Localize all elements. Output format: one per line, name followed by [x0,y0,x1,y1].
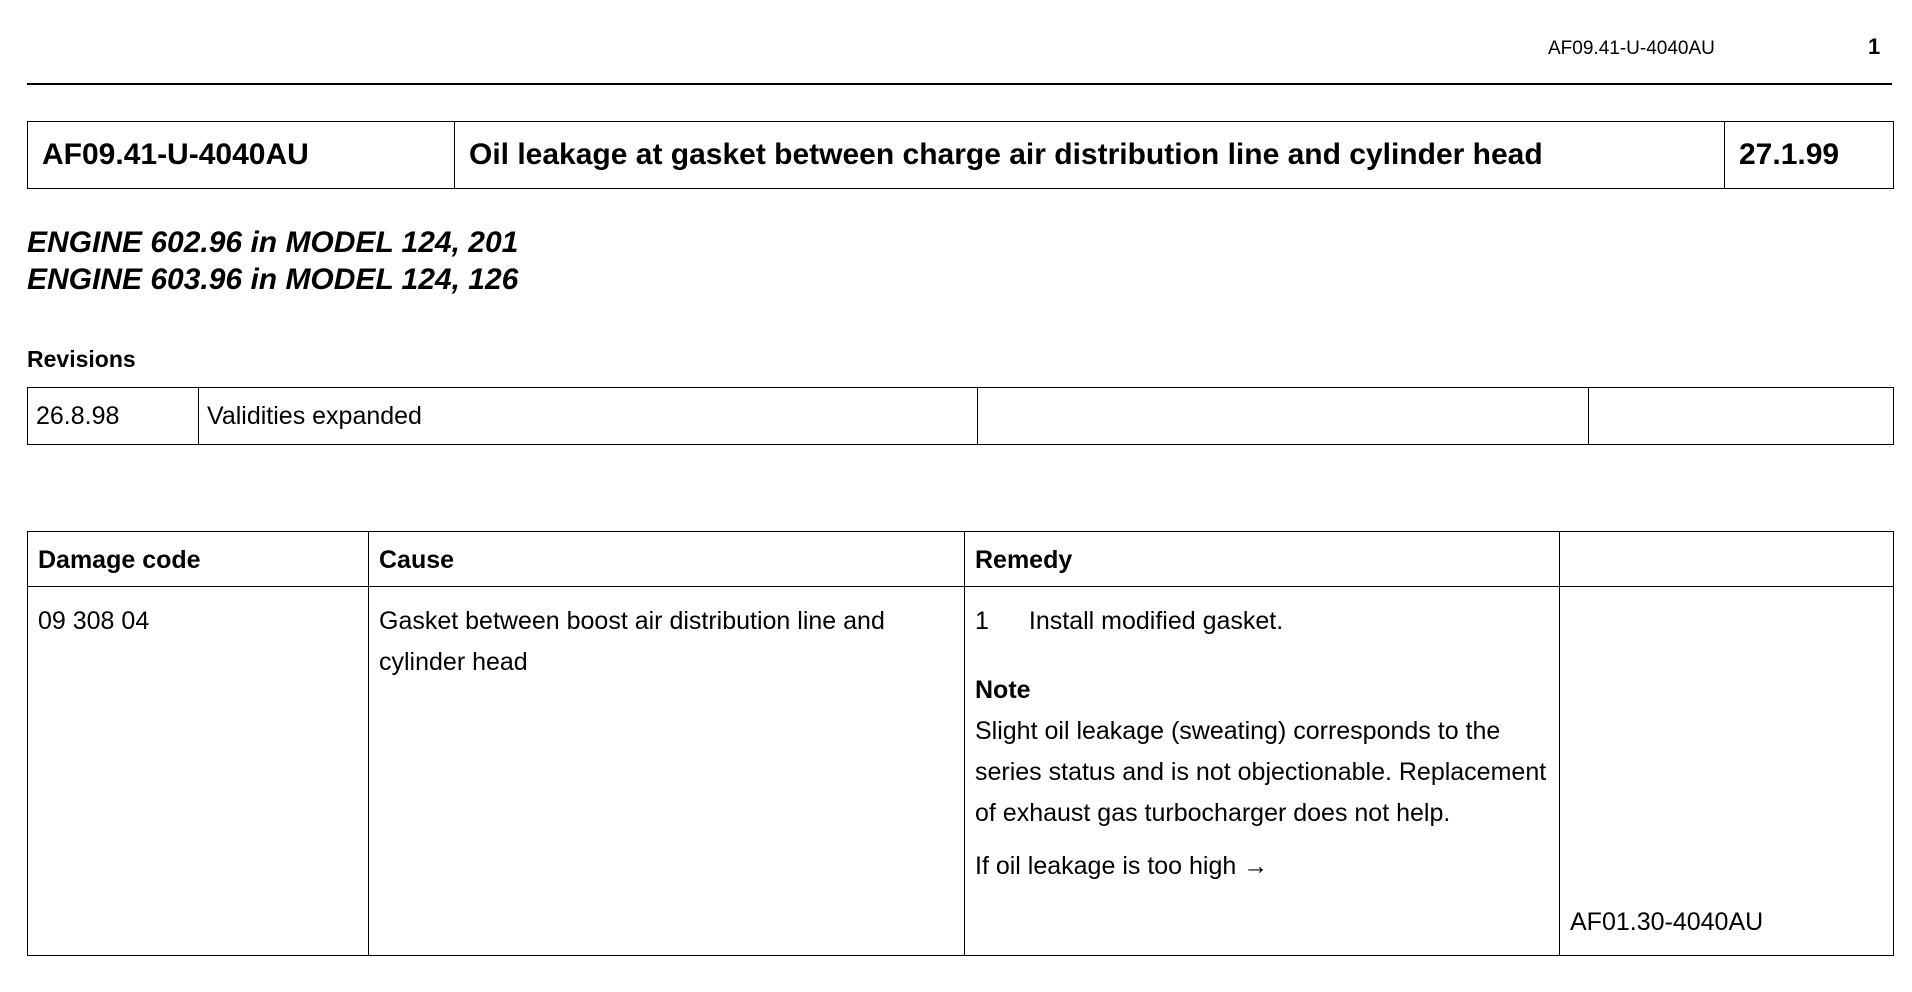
remedy-step [975,601,1549,642]
title-date: 27.1.99 [1725,122,1894,189]
step-text: Install modified gasket. [1028,607,1284,635]
reference-link[interactable]: AF01.30-4040AU [1570,908,1764,936]
header-damage-code: Damage code [28,532,369,587]
revision-col3 [978,388,1589,445]
revisions-table [27,387,1894,445]
title-table [27,121,1894,189]
revision-col4 [1589,388,1894,445]
header-cause: Cause [369,532,965,587]
engine-line-2: ENGINE 603.96 in MODEL 124, 126 [27,263,519,296]
damage-table [27,531,1894,956]
remedy-cell [965,587,1560,956]
table-row [28,587,1894,956]
title-text: Oil leakage at gasket between charge air distribution line and cylinder head [455,122,1725,189]
revision-text: Validities expanded [199,388,978,445]
cause-cell: Gasket between boost air distribution line and cylinder head [369,587,965,956]
reference-cell [1560,587,1894,956]
page-number: 1 [1868,34,1881,59]
note-text: Slight oil leakage (sweating) corresponds to the series status and is not objectionable. Replacement of exhaust gas turbocharger does not help. [975,717,1547,827]
damage-code-cell: 09 308 04 [28,587,369,956]
damage-table-header [28,532,1894,587]
revision-date: 26.8.98 [28,388,199,445]
title-row [28,122,1894,189]
title-code: AF09.41-U-4040AU [28,122,455,189]
leak-text: If oil leakage is too high → [975,852,1269,880]
engine-line-1: ENGINE 602.96 in MODEL 124, 201 [27,226,519,259]
revisions-label: Revisions [27,346,136,372]
step-number: 1 [975,607,989,635]
header-reference [1560,532,1894,587]
note-title: Note [975,676,1031,704]
header-divider [27,83,1892,85]
header-remedy: Remedy [965,532,1560,587]
header-doc-code: AF09.41-U-4040AU [1548,38,1715,59]
revision-row [28,388,1894,445]
